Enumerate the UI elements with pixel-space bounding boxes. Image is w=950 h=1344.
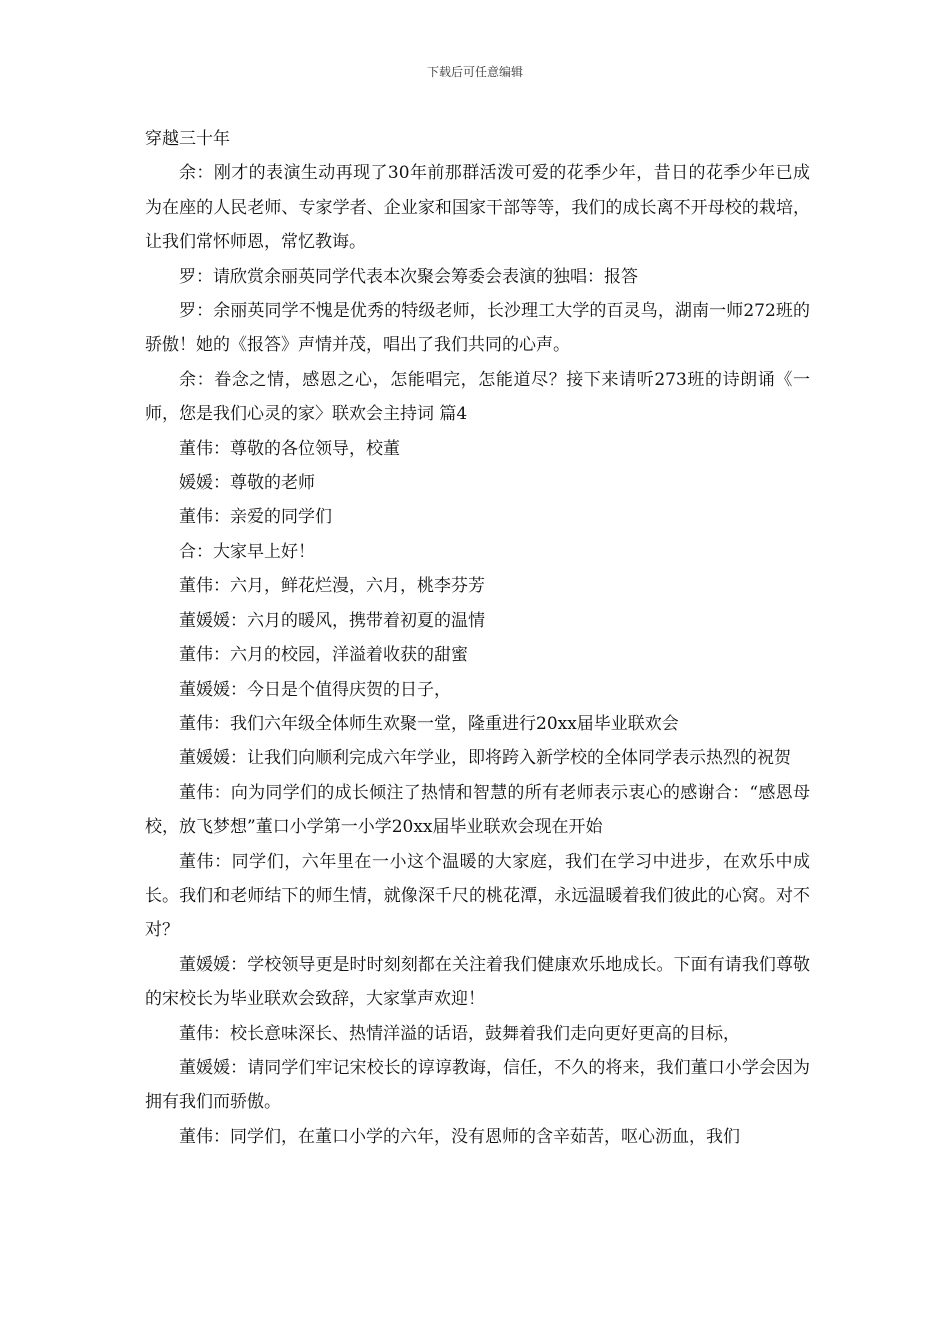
paragraph: 罗：余丽英同学不愧是优秀的特级老师，长沙理工大学的百灵鸟，湖南一师272班的骄傲！她的《报答》声情并茂，唱出了我们共同的心声。	[145, 301, 810, 356]
paragraph: 余：刚才的表演生动再现了30年前那群活泼可爱的花季少年，昔日的花季少年已成为在座的人民老师、专家学者、企业家和国家干部等等，我们的成长离不开母校的栽培，让我们常怀师恩，常忆教诲。	[145, 163, 810, 253]
paragraph: 董伟：我们六年级全体师生欢聚一堂，隆重进行20xx届毕业联欢会	[179, 713, 679, 734]
paragraph: 董伟：同学们，在董口小学的六年，没有恩师的含辛茹苦，呕心沥血，我们	[179, 1126, 740, 1147]
paragraph: 董伟：同学们，六年里在一小这个温暖的大家庭，我们在学习中进步，在欢乐中成长。我们和老师结下的师生情，就像深千尺的桃花潭，永远温暖着我们彼此的心窝。对不对？	[145, 851, 810, 941]
paragraph: 董媛媛：学校领导更是时时刻刻都在关注着我们健康欢乐地成长。下面有请我们尊敬的宋校长为毕业联欢会致辞，大家掌声欢迎！	[145, 954, 810, 1010]
paragraph: 合：大家早上好！	[179, 541, 315, 562]
paragraph: 董媛媛：请同学们牢记宋校长的谆谆教诲，信任，不久的将来，我们董口小学会因为拥有我们而骄傲。	[145, 1057, 810, 1113]
paragraph: 董媛媛：六月的暖风，携带着初夏的温情	[179, 610, 485, 631]
paragraph: 董伟：校长意味深长、热情洋溢的话语，鼓舞着我们走向更好更高的目标，	[179, 1023, 740, 1044]
paragraph: 董媛媛：让我们向顺利完成六年学业，即将跨入新学校的全体同学表示热烈的祝贺	[179, 748, 791, 769]
paragraph: 董伟：亲爱的同学们	[179, 507, 332, 528]
paragraph: 余：眷念之情，感恩之心，怎能唱完，怎能道尽？接下来请听273班的诗朗诵《一师，您是我们心灵的家〉联欢会主持词 篇4	[145, 369, 810, 425]
paragraph: 董媛媛：今日是个值得庆贺的日子，	[179, 679, 451, 700]
paragraph: 董伟：六月的校园，洋溢着收获的甜蜜	[179, 645, 468, 666]
page-header-note: 下载后可任意编辑	[426, 65, 523, 79]
paragraph: 董伟：六月，鲜花烂漫，六月，桃李芬芳	[179, 576, 485, 597]
paragraph: 董伟：向为同学们的成长倾注了热情和智慧的所有老师表示衷心的感谢合：“感恩母校，放飞梦想”董口小学第一小学20xx届毕业联欢会现在开始	[145, 782, 810, 838]
paragraph: 罗：请欣赏余丽英同学代表本次聚会筹委会表演的独唱：报答	[179, 266, 638, 287]
document-title: 穿越三十年	[145, 129, 230, 149]
paragraph: 媛媛：尊敬的老师	[179, 473, 315, 494]
paragraph: 董伟：尊敬的各位领导，校董	[179, 438, 400, 459]
document-body	[145, 122, 810, 1154]
